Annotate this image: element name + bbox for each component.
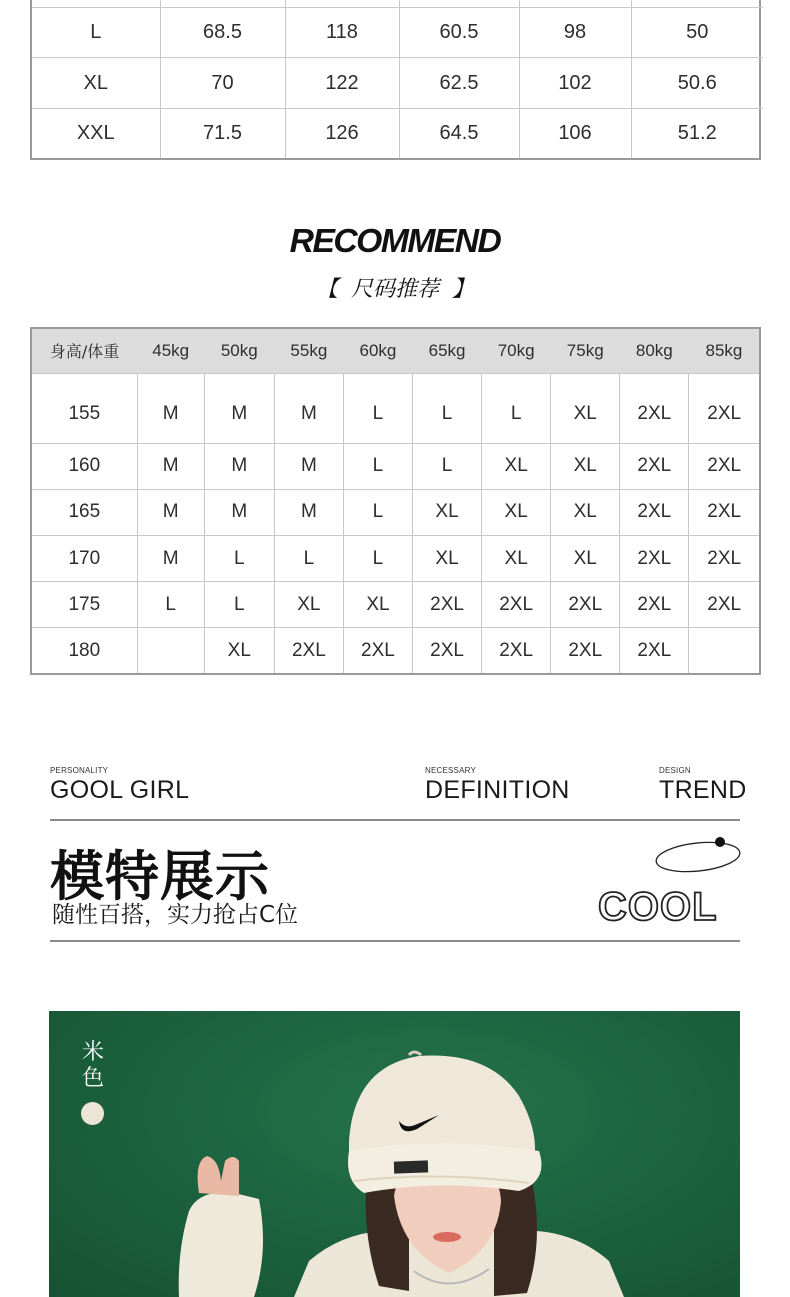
size-cell: XL (413, 536, 482, 582)
table-row (32, 7, 763, 58)
color-swatch (81, 1102, 104, 1125)
table-cell: 50 (631, 7, 763, 58)
height-cell: 175 (32, 582, 137, 628)
table-cell: 71.5 (160, 108, 285, 158)
tag-design (659, 766, 747, 805)
size-cell: 2XL (482, 628, 551, 673)
height-cell: 170 (32, 536, 137, 582)
size-cell: 2XL (620, 628, 689, 673)
table-cell (519, 0, 631, 7)
table-row (32, 536, 759, 582)
size-cell (137, 628, 204, 673)
table-cell: 98 (519, 7, 631, 58)
size-cell: XL (274, 582, 343, 628)
size-cell: L (343, 489, 412, 535)
table-cell (285, 0, 399, 7)
size-cell: XL (551, 443, 620, 489)
table-row (32, 373, 759, 443)
tag-big-label: TREND (659, 776, 747, 804)
table-cell (160, 0, 285, 7)
size-cell: XL (482, 536, 551, 582)
table-row (32, 628, 759, 673)
table-cell (631, 0, 763, 7)
size-cell: M (274, 373, 343, 443)
table-cell: 122 (285, 58, 399, 109)
tag-big-label: GOOL GIRL (50, 776, 190, 804)
model-show-title: 模特展示 (50, 845, 270, 908)
table-cell: 126 (285, 108, 399, 158)
table-cell: 51.2 (631, 108, 763, 158)
table-header-row (32, 329, 759, 373)
recommend-subtitle: 【 尺码推荐 】 (316, 277, 474, 302)
size-cell: 2XL (413, 582, 482, 628)
size-cell: M (274, 489, 343, 535)
size-chart-table (30, 0, 761, 160)
height-cell: 180 (32, 628, 137, 673)
size-cell: L (482, 373, 551, 443)
table-cell: L (32, 7, 160, 58)
size-cell: 2XL (689, 536, 759, 582)
tag-small-label: PERSONALITY (50, 766, 109, 775)
size-cell: 2XL (689, 373, 759, 443)
header-weight: 85kg (689, 329, 759, 373)
divider-top (50, 819, 740, 821)
size-cell: 2XL (689, 489, 759, 535)
tag-necessary (425, 766, 570, 805)
size-cell: XL (551, 489, 620, 535)
table-cell: XL (32, 58, 160, 109)
size-cell (689, 628, 759, 673)
size-cell: 2XL (551, 582, 620, 628)
header-weight: 65kg (413, 329, 482, 373)
table-cell (32, 0, 160, 7)
table-row (32, 108, 763, 158)
size-cell: 2XL (551, 628, 620, 673)
size-cell: L (343, 373, 412, 443)
table-cell (399, 0, 519, 7)
table-cell: 62.5 (399, 58, 519, 109)
table-cell: 102 (519, 58, 631, 109)
size-cell: XL (482, 489, 551, 535)
size-cell: 2XL (689, 582, 759, 628)
size-cell: L (413, 443, 482, 489)
size-cell: 2XL (620, 536, 689, 582)
table-cell: 118 (285, 7, 399, 58)
header-weight: 70kg (482, 329, 551, 373)
table-cell: 50.6 (631, 58, 763, 109)
size-cell: 2XL (413, 628, 482, 673)
table-row (32, 58, 763, 109)
table-cell: 64.5 (399, 108, 519, 158)
size-cell: L (413, 373, 482, 443)
size-cell: M (274, 443, 343, 489)
table-cell: 60.5 (399, 7, 519, 58)
size-cell: L (274, 536, 343, 582)
height-cell: 155 (32, 373, 137, 443)
header-weight: 50kg (204, 329, 274, 373)
size-cell: L (343, 536, 412, 582)
header-weight: 55kg (274, 329, 343, 373)
header-weight: 75kg (551, 329, 620, 373)
table-cell: 106 (519, 108, 631, 158)
size-cell: 2XL (620, 582, 689, 628)
table-cell: 68.5 (160, 7, 285, 58)
recommend-title: RECOMMEND (289, 222, 501, 259)
header-weight: 45kg (137, 329, 204, 373)
size-cell: L (204, 582, 274, 628)
tag-big-label: DEFINITION (425, 776, 570, 804)
size-cell: M (137, 443, 204, 489)
cool-art-text: COOL (598, 885, 718, 924)
header-weight: 60kg (343, 329, 412, 373)
header-weight: 80kg (620, 329, 689, 373)
color-name-label: 米色 (81, 1040, 104, 1091)
size-cell: 2XL (343, 628, 412, 673)
divider-bottom (50, 940, 740, 942)
size-cell: XL (343, 582, 412, 628)
tag-personality (50, 766, 189, 805)
size-cell: M (137, 489, 204, 535)
header-height-weight: 身高/体重 (32, 329, 137, 373)
size-cell: XL (413, 489, 482, 535)
size-cell: M (204, 443, 274, 489)
size-cell: 2XL (689, 443, 759, 489)
table-row (32, 582, 759, 628)
size-recommend-table (30, 327, 761, 675)
tag-small-label: DESIGN (659, 766, 691, 775)
table-row (32, 0, 763, 7)
size-cell: L (343, 443, 412, 489)
model-illustration (49, 1011, 740, 1297)
table-row (32, 443, 759, 489)
size-cell: L (137, 582, 204, 628)
model-show-subtitle: 随性百搭，实力抢占C位 (52, 902, 299, 928)
table-row (32, 489, 759, 535)
size-cell: M (204, 489, 274, 535)
size-cell: XL (551, 373, 620, 443)
height-cell: 160 (32, 443, 137, 489)
table-cell: XXL (32, 108, 160, 158)
size-cell: 2XL (620, 489, 689, 535)
size-cell: M (137, 373, 204, 443)
size-cell: M (137, 536, 204, 582)
model-photo (49, 1011, 740, 1297)
size-cell: XL (204, 628, 274, 673)
size-cell: 2XL (620, 443, 689, 489)
tag-small-label: NECESSARY (425, 766, 477, 775)
cool-logo-art (596, 832, 744, 924)
size-cell: 2XL (482, 582, 551, 628)
table-cell: 70 (160, 58, 285, 109)
size-cell: M (204, 373, 274, 443)
height-cell: 165 (32, 489, 137, 535)
size-cell: XL (551, 536, 620, 582)
size-cell: 2XL (274, 628, 343, 673)
size-cell: 2XL (620, 373, 689, 443)
size-cell: L (204, 536, 274, 582)
size-cell: XL (482, 443, 551, 489)
